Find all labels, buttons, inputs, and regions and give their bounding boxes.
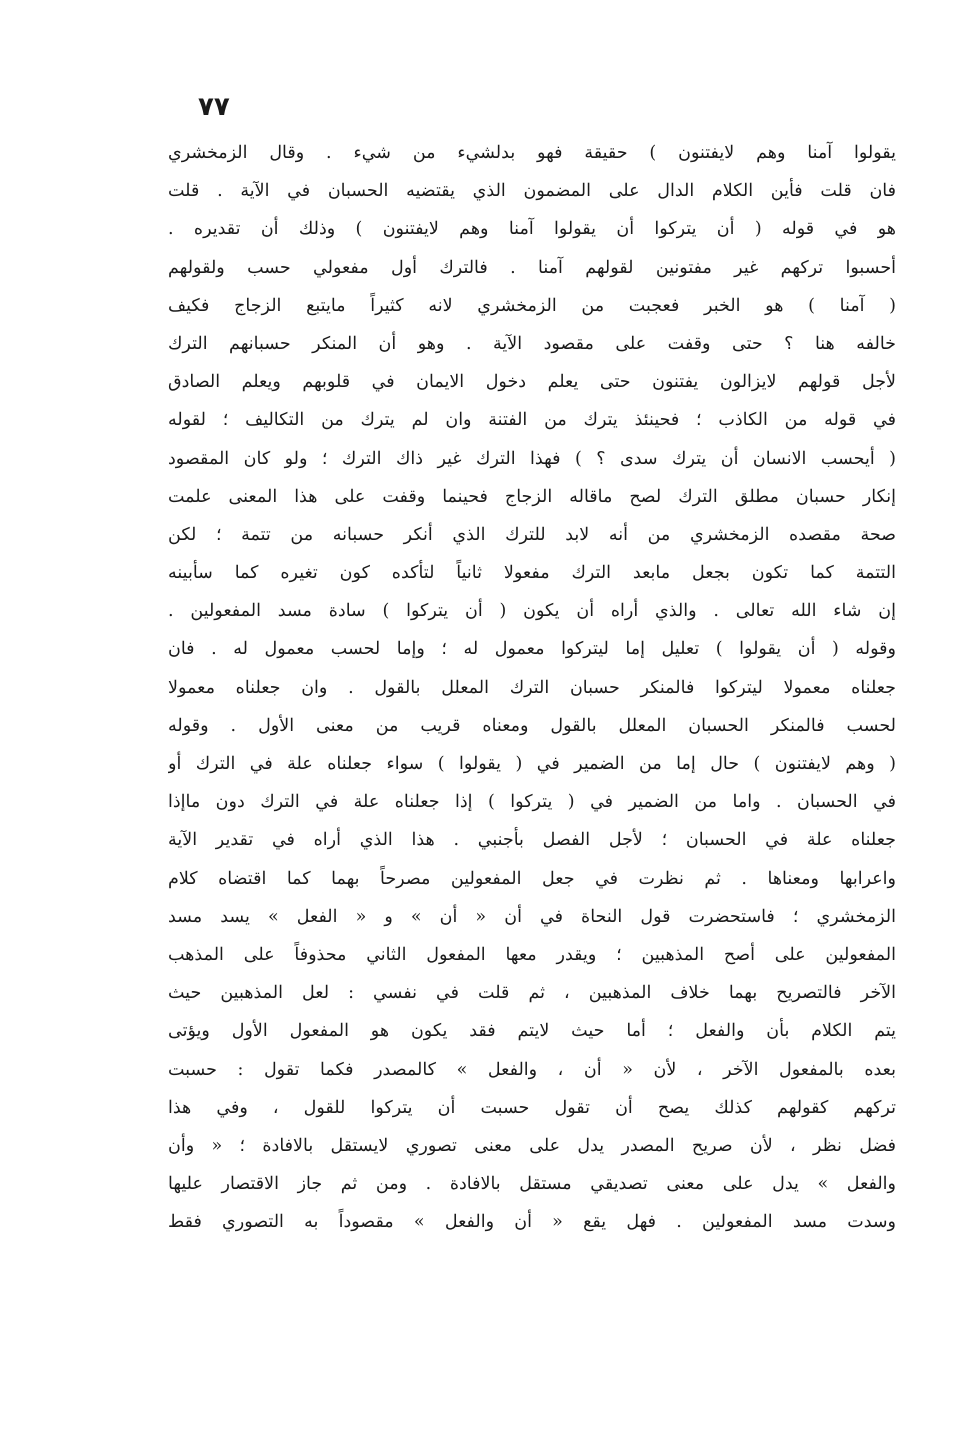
text-line: فان قلت فأين الكلام الدال على المضمون الذي يقتضيه الحسبان في الآية . قلت [168,181,896,202]
text-line: في الحسبان . واما من الضمير في ( يتركوا ) إذا جعلناه علة في الترك دون ماإذا [168,792,896,813]
text-line: صحة مقصده الزمخشري من أنه لابد للترك الذي أنكر حسبانه من تتمة ؛ لكن [168,524,896,545]
text-line: جعلناه علة في الحسبان ؛ لأجل الفصل بأجنبي . هذا الذي أراه في تقدير الآية [168,830,896,851]
text-line: إنكار حسبان مطلق الترك لصح ماقاله الزجاج فحينما وقفت على هذا المعنى علمت [168,486,896,507]
text-line: فضل نظر ، لأن صريح المصدر يدل على معنى تصوري لايستقل بالافادة ؛ « وأن [168,1135,896,1156]
page-number: ٧٧ [198,92,230,122]
text-line: الزمخشري ؛ فاستحضرت قول النحاة في أن « أن » و « الفعل » يسد مسد [168,906,896,927]
text-line: يتم الكلام بأن والفعل ؛ أما حيث لايتم فقد يكون هو المفعول الأول ويؤتى [168,1021,896,1042]
text-line: لأجل قولهم لايزالون يفتنون حتى يعلم دخول الايمان في قلوبهم ويعلم الصادق [168,372,896,393]
text-line: جعلناه معمولا ليتركوا فالمنكر حسبان الترك المعلل بالقول . وان جعلناه معمولا [168,677,896,698]
text-line: والفعل » يدل على معنى تصديقي مستقل بالافادة . ومن ثم جاز الاقتصار عليها [168,1174,896,1195]
text-line: إن شاء الله تعالى . والذي أراه أن يكون ( أن يتركوا ) سادة مسد المفعولين . [168,601,896,622]
text-line: وسدت مسد المفعولين . فهل يقع « أن والفعل » مقصوداً به التصوري فقط [168,1212,896,1233]
text-line: هو في قوله ( أن يتركوا أن يقولوا آمنا وهم لايفتنون ) وذلك أن تقديره . [168,219,896,240]
text-line: أحسبوا تركهم غير مفتونين لقولهم آمنا . فالترك أول مفعولي حسب ولقولهم [168,257,896,278]
text-line: ( أيحسب الانسان أن يترك سدى ؟ ) فهذا الترك غير ذاك الترك ؛ ولو كان المقصود [168,448,896,469]
text-line: يقولوا آمنا وهم لايفتنون ) حقيقة فهو بدلشيء من شيء . وقال الزمخشري [168,143,896,163]
text-line: واعرابها ومعناها . ثم نظرت في جعل المفعولين مصرحاً بهما كما اقتضاه كلام [168,868,896,889]
text-line: التتمة كما تكون بجعل مابعد الترك مفعولا ثانياً لتأكده كون تغيره كما سأبينه [168,563,896,584]
text-line: ( وهم لايفتنون ) حال إما من الضمير في ( يقولوا ) سواء جعلناه علة في الترك أو [168,754,896,774]
text-line: ( آمنا ) هو الخبر فعجبت من الزمخشري لانه كثيراً مايتبع الزجاج فكيف [168,295,896,316]
text-line: وقوله ( أن يقولوا ) تعليل إما ليتركوا معمول له ؛ وإما لحسب معمول له . فان [168,639,896,660]
text-line: المفعولين على أصح المذهبين ؛ ويقدر معها المفعول الثاني محذوفاً على المذهب [168,944,896,965]
text-line: الآخر فالتصريح بهما خلاف المذهبين ، ثم قلت في نفسي : لعل المذهبين حيث [168,983,896,1004]
text-line: تركهم كقولهم كذلك يصح أن تقول حسبت أن يتركوا للقول ، وفي هذا [168,1097,896,1118]
body-text [168,134,896,1241]
text-line: بعده بالمفعول الآخر ، لأن « أن ، والفعل » كالمصدر فكما تقول : حسبت [168,1059,896,1080]
text-line: خالفه هنا ؟ حتى وقفت على مقصود الآية . وهو أن المنكر حسبانهم الترك [168,333,896,354]
text-line: في قوله من الكاذب ؛ فحينئذ يترك من الفتنة وان لم يترك من التكاليف ؛ لقوله [168,410,896,431]
text-line: لحسب فالمنكر الحسبان المعلل بالقول ومعناه قريب من معنى الأول . وقوله [168,715,896,736]
